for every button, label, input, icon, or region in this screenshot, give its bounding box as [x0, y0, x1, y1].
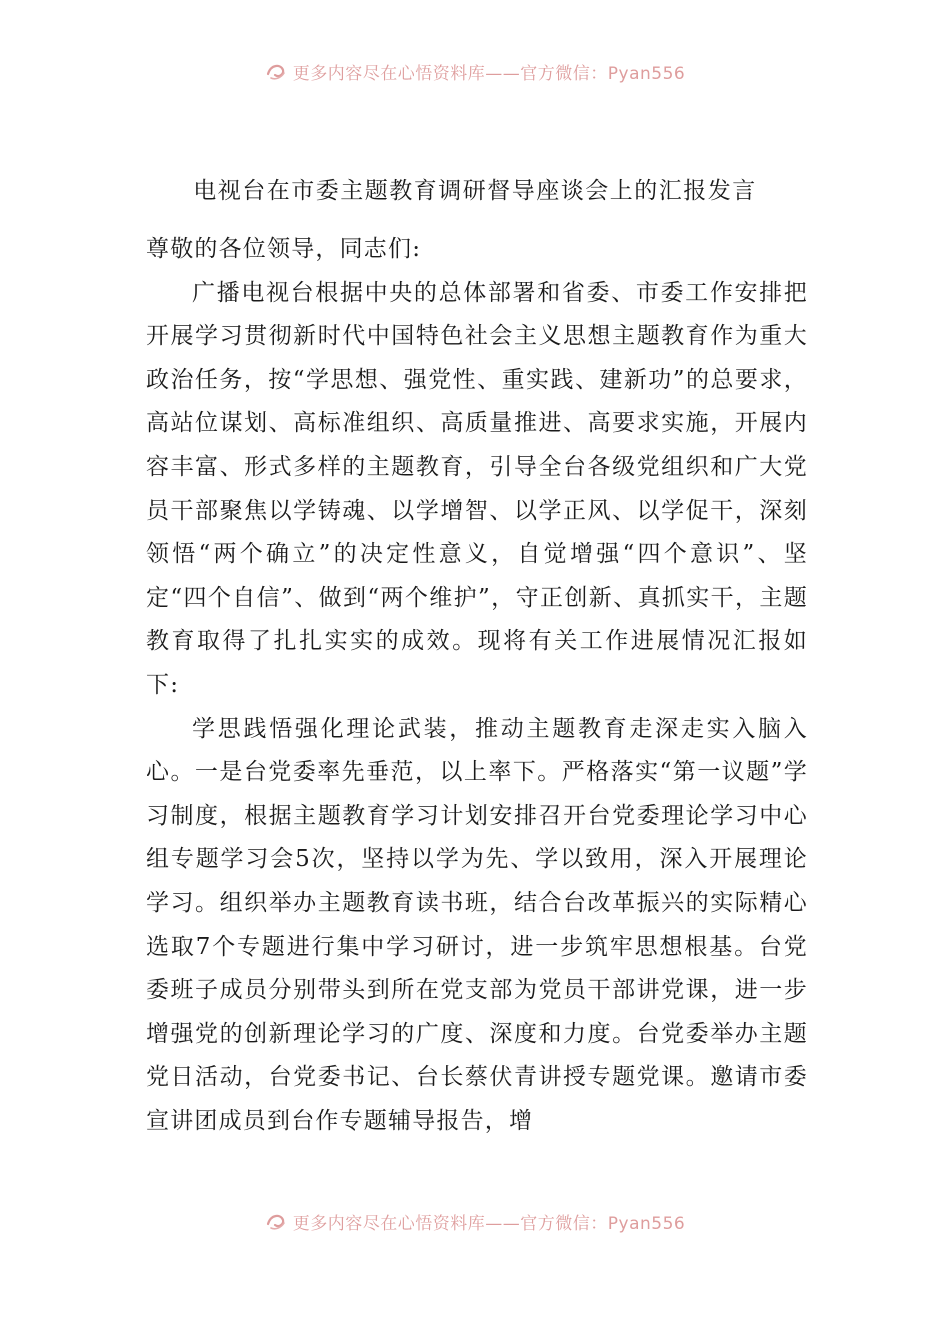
paragraph: 广播电视台根据中央的总体部署和省委、市委工作安排把开展学习贯彻新时代中国特色社会主义思想主题教育作为重大政治任务，按“学思想、强党性、重实践、建新功”的总要求，高站位谋划、高标准组织、高质量推进、高要求实施，开展内容丰富、形式多样的主题教育，引导全台各级党组织和广大党员干部聚焦以学铸魂、以学增智、以学正风、以学促干，深刻领悟“两个确立”的决定性意义，自觉增强“四个意识”、坚定“四个自信”、做到“两个维护”，守正创新、真抓实干，主题教育取得了扎扎实实的成效。现将有关工作进展情况汇报如下: [146, 279, 808, 698]
watermark-footer [0, 1206, 950, 1236]
watermark-header [0, 56, 950, 86]
document-body [146, 228, 808, 1143]
paragraph: 学思践悟强化理论武装，推动主题教育走深走实入脑入心。一是台党委率先垂范，以上率下。严格落实“第一议题”学习制度，根据主题教育学习计划安排召开台党委理论学习中心组专题学习会5次，坚持以学为先、学以致用，深入开展理论学习。组织举办主题教育读书班，结合台改革振兴的实际精心选取7个专题进行集中学习研讨，进一步筑牢思想根基。台党委班子成员分别带头到所在党支部为党员干部讲党课，进一步增强党的创新理论学习的广度、深度和力度。台党委举办主题党日活动，台党委书记、台长蔡伏青讲授专题党课。邀请市委宣讲团成员到台作专题辅导报告，增 [146, 715, 808, 1134]
swirl-logo-icon [265, 1210, 287, 1232]
document-title: 电视台在市委主题教育调研督导座谈会上的汇报发言 [193, 178, 757, 204]
salutation: 尊敬的各位领导，同志们: [146, 236, 422, 262]
watermark-text: 更多内容尽在心悟资料库——官方微信：Pyan556 [292, 1213, 686, 1234]
watermark-text: 更多内容尽在心悟资料库——官方微信：Pyan556 [292, 63, 686, 84]
swirl-logo-icon [265, 60, 287, 82]
